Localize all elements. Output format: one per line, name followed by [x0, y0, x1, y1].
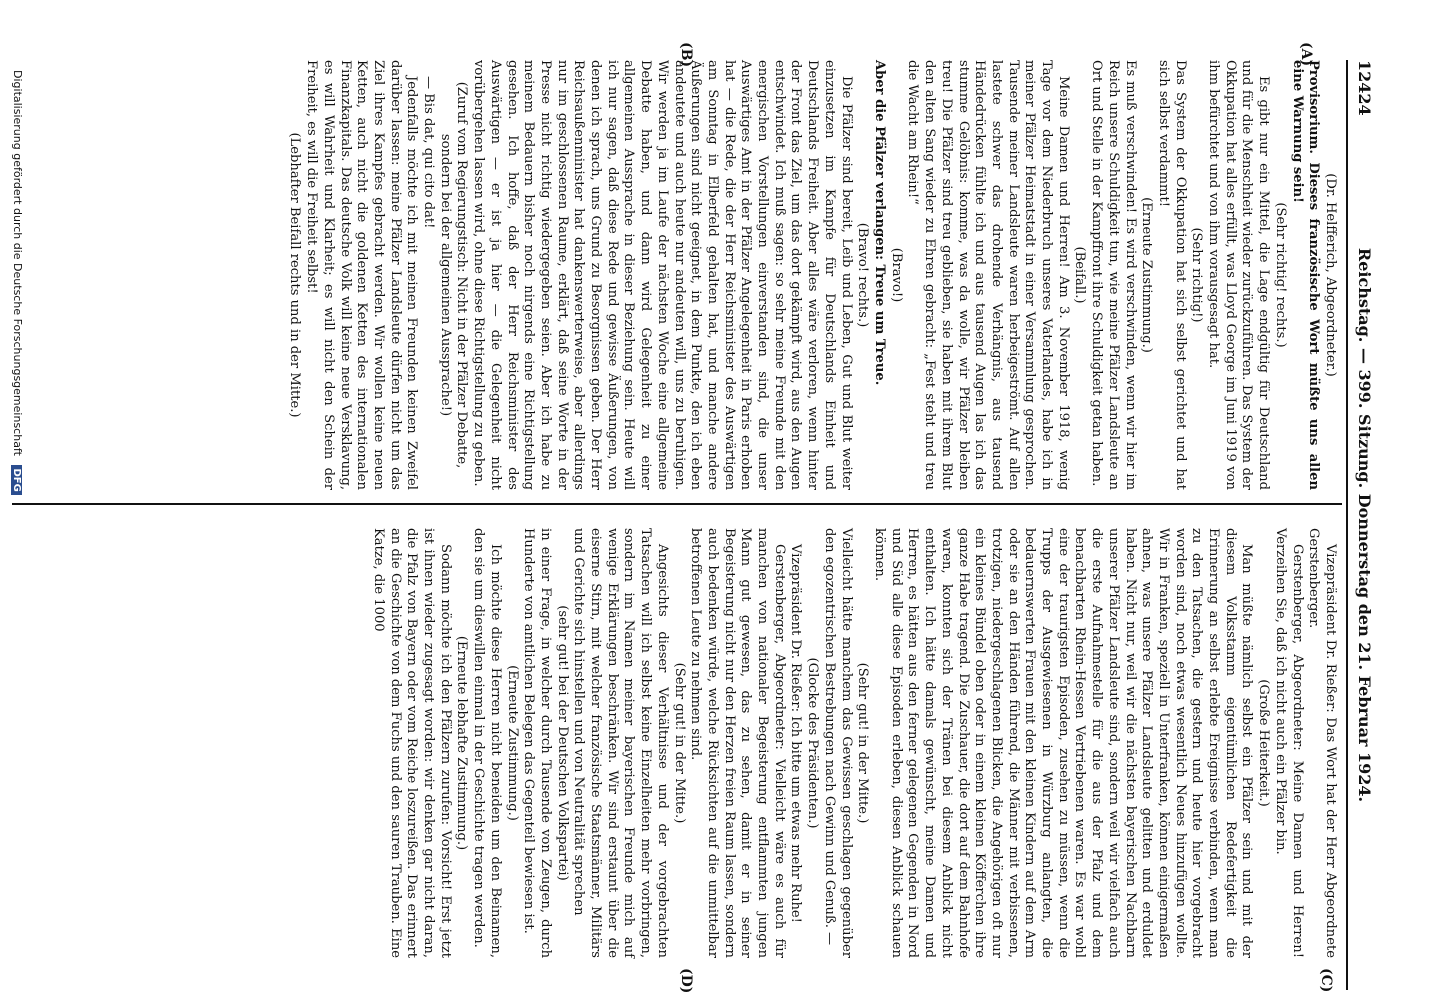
paragraph: in einer Frage, in welcher durch Tausende von Zeugen, durch Hunderte von amtlichen Belegen das Gegenteil bewiesen ist.: [521, 528, 553, 958]
interjection: (sehr gut! bei der Deutschen Volkspartei): [554, 605, 570, 881]
paragraph: Vizepräsident Dr. Rießer: Das Wort hat der Herr Abgeordnete Gerstenberger.: [1306, 528, 1338, 958]
paragraph: Meine Damen und Herren! Am 3. November 1918, wenig Tage vor dem Niederbruch unseres Vaterlandes, habe ich in meiner Pfälzer Heimatstadt in einer Versammlung gesprochen. Tausende meiner Landsleute waren herbeigeströmt. Auf allen lastete schwer das drohende Verhängnis, aus tausend Händedrücken fühlte ich und aus tausend Augen las ich das stumme Gelöbnis: komme, was da wolle, wir Pfälzer bleiben treu! Die Pfälzer sind treu geblieben, sie haben mit ihrem Blut den alten Sang wieder zu Ehren gebracht: „Fest steht und treu die Wacht am Rhein!“: [905, 60, 1071, 490]
paragraph: Ich möchte diese Herren nicht beneiden um den Beinamen, den sie um dieswillen einmal in der Geschichte tragen werden.: [471, 528, 503, 958]
speaker-heading: (Dr. Helfferich, Abgeordneter.): [1323, 173, 1338, 377]
footer-text: Digitalisierung gefördert durch die Deutsche Forschungsgemeinschaft: [11, 70, 24, 456]
interjection: (Sehr gut! in der Mitte.): [671, 662, 687, 824]
paragraph: Die Pfälzer sind bereit, Leib und Leben, Gut und Blut weiter einzusetzen im Kampfe für Deutschlands Einheit und Deutschlands Freiheit. Aber alles wäre verloren, wenn hinter der Front das Ziel, um das dort gekämpft wird, aus den Augen entschwindet. Ich muß sagen: so sehr meine Freunde mit den energischen Vorstellungen einverstanden sind, die unser Auswärtiges Amt in der Pfälzer Angelegenheit in Paris erhoben hat — die Rede, die der Herr Reichsminister des Auswärtigen am Sonntag in Elberfeld gehalten hat, und manche andere Äußerungen sind nicht geeignet, in dem Punkte, den ich eben andeutete und auch heute nur andeuten will, uns zu beruhigen. Wir werden ja im Laufe der nächsten Woche eine allgemeine Debatte haben, und dann wird Gelegenheit zu einer allgemeinen Aussprache in dieser Beziehung sein. Heute will ich nur sagen, daß diese Rede und gewisse Äußerungen, von denen ich sprach, uns Grund zu Besorgnissen geben. Der Herr Reichsaußenminister hat dankenswerterweise, aber allerdings nur im geschlossenen Raume, erklärt, daß seine Worte in der Presse nicht richtig wiedergegeben seien. Aber ich habe zu meinem Bedauern bisher noch nirgends eine Richtigstellung gesehen. Ich hoffe, daß der Herr Reichsminister des Auswärtigen — er ist ja hier — die Gelegenheit nicht vorübergehen lassen wird, ohne diese Richtigstellung zu geben.: [471, 60, 854, 490]
interjection: (Zuruf vom Regierungstisch: Nicht in der Pfälzer Debatte, sondern bei der allgemeinen Aussprache!): [437, 81, 470, 469]
column-divider: [12, 503, 1342, 505]
header-rule: [1346, 60, 1348, 990]
right-column: [369, 528, 1338, 958]
interjection: (Bravo! rechts.): [855, 222, 871, 328]
page-header: [1350, 60, 1374, 990]
paragraph: Angesichts dieser Verhältnisse und der vorgebrachten Tatsachen will ich selbst keine Einzelheiten mehr vorbringen, sondern im Namen meiner bayerischen Freunde mich auf wenige Erklärungen beschränken. Wir sind erstaunt über die eiserne Stirn, mit welcher französische Staatsmänner, Militärs und Gerichte sich hinstellen und von Neutralität sprechen: [571, 528, 670, 958]
left-column: [286, 60, 1338, 490]
paragraph: Man müßte nämlich selbst ein Pfälzer sein und mit der diesem Volksstamm eigentümlichen Redefertigkeit die Erinnerung an selbst erlebte Ereignisse verbinden, wenn man zu den Tatsachen, die gestern und heute hier vorgebracht worden sind, noch etwas wesentlich Neues hinzufügen wollte. Wir in Franken, speziell in Unterfranken, können einigermaßen ahnen, was unsere Pfälzer Landsleute gelitten und erduldet haben. Nicht nur, weil wir die nächsten bayerischen Nachbarn unserer Pfälzer Landsleute sind, sondern weil wir vielfach auch die erste Aufnahmestelle für die aus der Pfalz und dem benachbarten Rhein-Hessen Vertriebenen waren. Es war wohl eine der traurigsten Episoden, zusehen zu müssen, wenn die Trupps der Ausgewiesenen in Würzburg anlangten, die bedauernswerten Frauen mit den kleinen Kindern auf dem Arm oder sie an den Händen führend, die Männer mit verbissenen, trotzigen, niedergeschlagenen Blicken, die Angehörigen oft nur ein kleines Bündel oben oder in einem kleinen Köfferchen ihre ganze Habe tragend. Die Zuschauer, die dort auf dem Bahnhofe waren, konnten sich der Tränen bei diesem Anblick nicht enthalten. Ich hätte damals gewünscht, meine Damen und Herren, es hätten aus den ferner gelegenen Gegenden in Nord und Süd alle diese Episoden erleben, diesen Anblick schauen können.: [872, 528, 1255, 958]
paragraph: Vizepräsident Dr. Rießer: Ich bitte um etwas mehr Ruhe!: [788, 544, 804, 923]
interjection: (Beifall.): [1072, 246, 1088, 304]
dfg-logo: DFG: [11, 465, 22, 494]
paragraph: — Bis dat, qui cito dat!: [421, 76, 437, 229]
paragraph: Jedenfalls möchte ich mit meinen Freunden keinen Zweifel darüber lassen: meine Pfälzer Landsleute dürfen nicht um das Ziel ihres Kampfes gebracht werden. Wir wollen keine neuen Ketten, auch nicht die goldenen Ketten des internationalen Finanzkapitals. Das deutsche Volk will keine neue Versklavung, es will Wahrheit und Klarheit; es will nicht den Schein der Freiheit, es will die Freiheit selbst!: [304, 60, 420, 490]
margin-marker-b: (B): [678, 42, 694, 68]
interjection: (Erneute Zustimmung.): [1139, 197, 1155, 353]
paragraph: Gerstenberger, Abgeordneter: Vielleicht wäre es auch für manchen von nationaler Begeisterung entflammten jungen Mann gut gewesen, das zu sehen, damit er in seiner Begeisterung nicht nur den Herzen freien Raum lassen, sondern auch bedenken würde, welche Rücksichten auf die unmittelbar betroffenen Leute zu nehmen sind.: [688, 528, 787, 958]
interjection: (Sehr richtig! rechts.): [1272, 202, 1288, 348]
digitization-footer: [11, 70, 24, 495]
paragraph: Sodann möchte ich den Pfälzern zurufen: Vorsicht! Erst jetzt ist ihnen wieder zugesagt worden: wir denken gar nicht daran, die Pfalz von Bayern oder vom Reiche loszureißen. Das erinnert an die Geschichte von dem Fuchs und den sauren Trauben. Eine Katze, die 1000: [370, 528, 453, 958]
paragraph: Das System der Okkupation hat sich selbst gerichtet und hat sich selbst verdammt!: [1155, 60, 1188, 490]
paragraph: Provisorium. Dieses französische Wort müßte uns allen eine Warnung sein!: [1289, 60, 1322, 490]
interjection: (Erneute lebhafte Zustimmung.): [454, 635, 470, 851]
interjection: (Glocke des Präsidenten.): [805, 657, 821, 829]
margin-marker-a: (A): [1298, 42, 1314, 67]
interjection: (Sehr richtig!): [1189, 227, 1205, 323]
paragraph: Aber die Pfälzer verlangen: Treue um Treue.: [872, 60, 888, 386]
margin-marker-d: (D): [678, 968, 694, 994]
interjection: (Lebhafter Beifall rechts und in der Mitte.): [287, 132, 303, 418]
interjection: (Sehr gut! in der Mitte.): [855, 662, 871, 824]
interjection: (Erneute Zustimmung.): [504, 665, 520, 821]
margin-marker-c: (C): [1318, 968, 1334, 993]
header-title: Reichstag. — 399. Sitzung. Donnerstag den 21. Februar 1924.: [1355, 247, 1374, 803]
interjection: (Große Heiterkeit.): [1256, 679, 1272, 807]
paragraph: Es gibt nur ein Mittel, die Lage endgültig für Deutschland und für die Menschheit wieder zurückzuführen. Das System der Okkupation hat alles erfüllt, was Lloyd George im Juni 1919 von ihm befürchtet und von ihm vorausgesagt hat.: [1206, 60, 1272, 490]
paragraph: Es muß verschwinden! Es wird verschwinden, wenn wir hier im Reich unsere Schuldigkeit tun, wie meine Pfälzer Landsleute an Ort und Stelle in der Kampffront ihre Schuldigkeit getan haben.: [1089, 60, 1138, 490]
paragraph: Gerstenberger, Abgeordneter: Meine Damen und Herren! Verzeihen Sie, daß ich nicht auch ein Pfälzer bin.: [1272, 528, 1305, 958]
page-number: 12424: [1355, 60, 1374, 116]
interjection: (Bravo!): [888, 247, 904, 303]
paragraph: Vielleicht hätte manchem das Gewissen geschlagen gegenüber den egozentrischen Bestrebungen nach Gewinn und Genuß. —: [821, 528, 854, 958]
